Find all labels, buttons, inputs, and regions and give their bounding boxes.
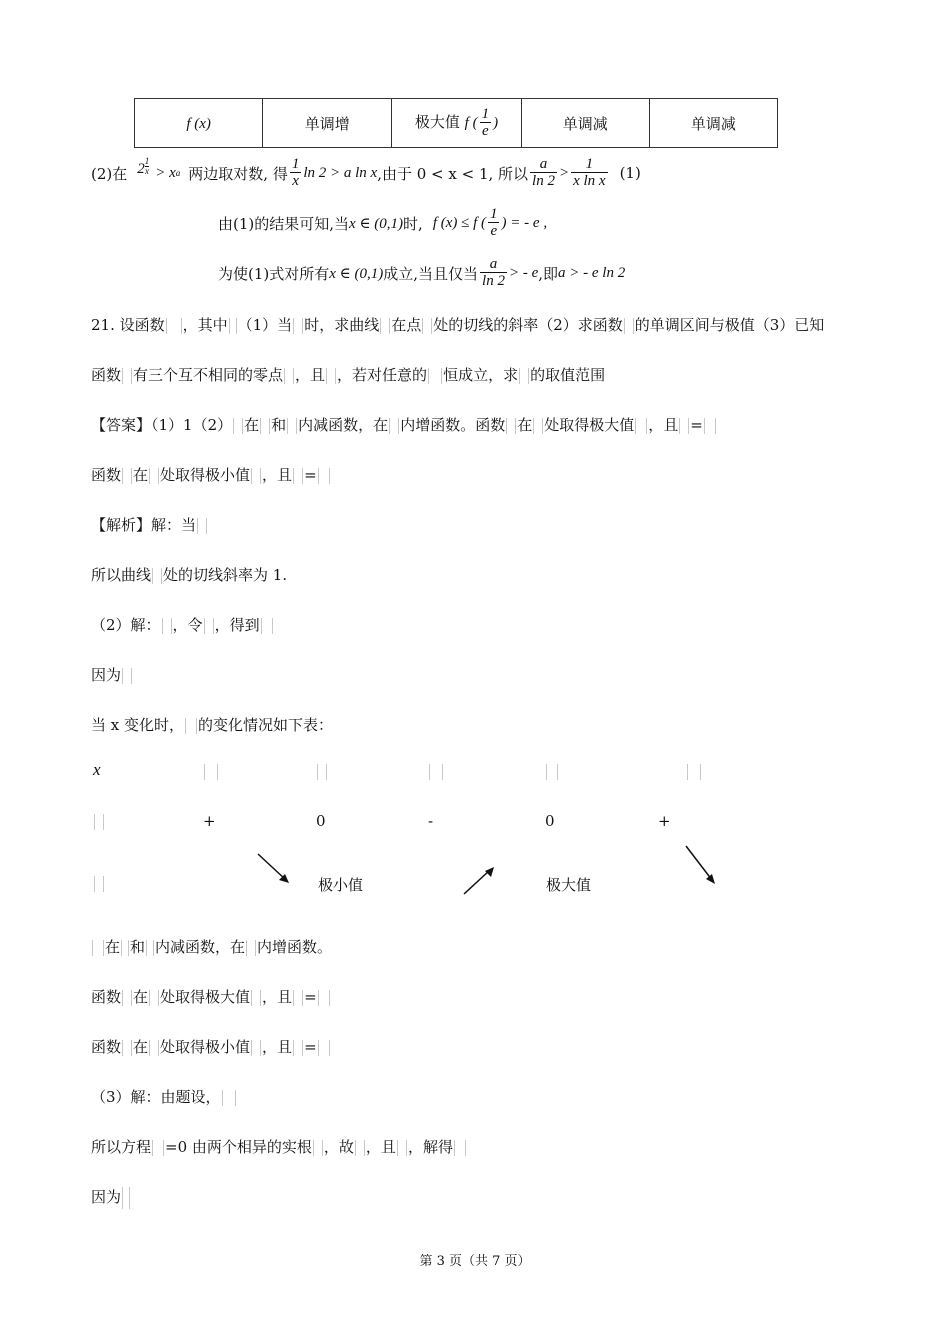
fraction — [290, 157, 302, 189]
math-text: f ( — [464, 115, 478, 131]
text: ,即 — [538, 264, 559, 283]
formula-placeholder — [284, 368, 294, 384]
math-text: f (x) ≤ f ( — [432, 214, 487, 231]
formula-placeholder — [229, 318, 237, 334]
text: 成立,当且仅当 — [383, 264, 479, 283]
text: = — [690, 416, 703, 434]
text: 时，求曲线 — [304, 316, 380, 334]
text: ，且 — [262, 988, 293, 1006]
vtable-sign-5: + — [658, 812, 671, 830]
formula-placeholder — [122, 1187, 130, 1209]
text: = — [304, 988, 317, 1006]
formula-placeholder — [185, 718, 197, 734]
text: 在 — [133, 988, 149, 1006]
fraction — [480, 107, 492, 139]
cell-text: 极大值 — [414, 113, 460, 131]
exponent-a: a — [175, 168, 181, 178]
text: ，且 — [365, 1138, 396, 1156]
denominator: x — [292, 173, 299, 189]
text: 当 x 变化时， — [91, 716, 184, 734]
text: 函数 — [91, 1038, 122, 1056]
text: ，解得 — [407, 1138, 453, 1156]
formula-placeholder — [92, 940, 104, 956]
conclusion-line1 — [91, 936, 332, 957]
formula-placeholder — [204, 764, 218, 780]
formula-placeholder — [122, 368, 132, 384]
text: 处的切线的斜率（2）求函数 — [433, 316, 623, 334]
formula-placeholder — [166, 318, 182, 334]
text: 在 — [517, 416, 533, 434]
part2-line3 — [218, 252, 625, 294]
formula-placeholder — [293, 318, 303, 334]
text: 在 — [244, 416, 260, 434]
math-text: ln 2 > a ln x — [303, 164, 378, 181]
formula-placeholder — [293, 990, 303, 1006]
text: ，且 — [262, 1038, 293, 1056]
text: ，且 — [262, 466, 293, 484]
conclusion-line3 — [91, 1036, 331, 1057]
part3-line1 — [91, 1086, 237, 1107]
math-text: > - e — [508, 264, 539, 281]
part2-line1 — [91, 152, 641, 194]
table-cell-fx — [135, 99, 263, 148]
numerator: 1 — [481, 106, 490, 122]
text: 因为 — [91, 1188, 122, 1206]
denominator: e — [490, 223, 498, 239]
formula-placeholder — [546, 764, 558, 780]
text: 处取得极大值 — [544, 416, 635, 434]
text: 在 — [105, 938, 121, 956]
formula-placeholder — [318, 1040, 330, 1056]
table-cell-increasing — [263, 99, 392, 148]
part3-line2 — [91, 1136, 467, 1157]
formula-placeholder — [152, 568, 162, 584]
text: 【答案】（1）1（2） — [91, 416, 233, 434]
text: 两边取对数, 得 — [188, 164, 288, 183]
text: =0 由两个相异的实根 — [165, 1138, 312, 1156]
formula-placeholder — [204, 618, 214, 634]
text: = — [304, 1038, 317, 1056]
decrease-arrow-icon — [684, 844, 718, 886]
formula-placeholder — [94, 814, 104, 830]
formula-placeholder — [251, 1040, 261, 1056]
math-text: ) = - e , — [501, 214, 548, 231]
q21-line2 — [91, 364, 605, 385]
answer-line2 — [91, 464, 331, 485]
text: 函数 — [91, 366, 122, 384]
text: 内增函数。函数 — [400, 416, 506, 434]
text: = — [304, 466, 317, 484]
q21-line1 — [91, 314, 824, 335]
text: 内增函数。 — [257, 938, 333, 956]
denominator: x — [145, 166, 149, 176]
formula-placeholder — [428, 368, 442, 384]
analysis-line2 — [91, 564, 287, 585]
formula-placeholder — [355, 1140, 365, 1156]
formula-placeholder — [313, 1140, 323, 1156]
numerator: 1 — [291, 156, 300, 172]
text: ，若对任意的 — [337, 366, 428, 384]
answer-line1 — [91, 414, 717, 435]
analysis-line3 — [91, 614, 274, 635]
text: 函数 — [91, 466, 122, 484]
formula-placeholder — [293, 1040, 303, 1056]
text: 处的切线斜率为 1. — [163, 566, 288, 584]
formula-placeholder — [233, 418, 243, 434]
exponent — [145, 157, 150, 176]
text: 处取得极小值 — [160, 466, 251, 484]
base: 2 — [137, 161, 145, 177]
formula-placeholder — [704, 418, 716, 434]
text: 内减函数，在 — [298, 416, 389, 434]
text: ,由于 0 < x < 1, 所以 — [377, 164, 529, 183]
cell-text: 单调增 — [304, 114, 350, 133]
formula-placeholder — [162, 618, 172, 634]
formula-placeholder — [318, 990, 330, 1006]
part2-line2 — [218, 202, 547, 244]
math-text: x ∈ (0,1) — [329, 265, 384, 282]
denominator: x ln x — [573, 173, 606, 189]
text: 21. 设函数 — [91, 316, 165, 334]
formula-placeholder — [122, 668, 132, 684]
text: (2)在 — [91, 164, 128, 183]
monotonicity-table — [134, 98, 778, 148]
text: 在点 — [391, 316, 422, 334]
numerator: 1 — [585, 156, 594, 172]
formula-placeholder — [146, 940, 154, 956]
table-cell-max — [392, 99, 521, 148]
fraction — [530, 157, 557, 189]
denominator: ln 2 — [532, 173, 555, 189]
text: 函数 — [91, 988, 122, 1006]
vtable-sign-2: 0 — [316, 812, 326, 830]
text: （1）当 — [237, 316, 293, 334]
power-expression — [137, 156, 150, 185]
formula-placeholder — [429, 764, 443, 780]
numerator: 1 — [490, 206, 498, 222]
formula-placeholder — [251, 468, 261, 484]
analysis-line5 — [91, 714, 333, 735]
formula-placeholder — [533, 418, 543, 434]
formula-placeholder — [326, 368, 336, 384]
math-text: > x — [155, 164, 176, 181]
text: 恒成立，求 — [443, 366, 519, 384]
text: 为使(1)式对所有 — [218, 264, 330, 283]
page-footer: 第 3 页（共 7 页） — [419, 1254, 531, 1269]
analysis-line4 — [91, 664, 133, 685]
text: 有三个互不相同的零点 — [133, 366, 284, 384]
formula-placeholder — [318, 468, 330, 484]
vtable-min-label: 极小值 — [318, 876, 364, 894]
fraction — [488, 207, 500, 239]
denominator: ln 2 — [482, 273, 505, 289]
part3-line3 — [91, 1186, 131, 1209]
fraction — [480, 257, 507, 289]
decrease-arrow-icon — [256, 852, 292, 886]
text: 的单调区间与极值（3）已知 — [634, 316, 825, 334]
formula-placeholder — [122, 468, 132, 484]
text: ，且 — [295, 366, 326, 384]
formula-placeholder — [122, 1040, 132, 1056]
text: ，且 — [648, 416, 679, 434]
formula-placeholder — [293, 468, 303, 484]
equation-tag: (1) — [619, 164, 641, 182]
fraction — [571, 157, 607, 189]
formula-placeholder — [261, 618, 273, 634]
cell-text: 单调减 — [562, 114, 608, 133]
text: 在 — [133, 1038, 149, 1056]
text: ，其中 — [182, 316, 228, 334]
formula-placeholder — [635, 418, 647, 434]
formula-placeholder — [222, 1090, 236, 1106]
formula-placeholder — [122, 990, 132, 1006]
formula-placeholder — [380, 318, 390, 334]
text: 由(1)的结果可知,当 — [218, 214, 350, 233]
formula-placeholder — [317, 764, 327, 780]
vtable-sign-3: - — [428, 812, 434, 830]
formula-placeholder — [287, 418, 297, 434]
text: 所以方程 — [91, 1138, 152, 1156]
denominator: e — [482, 123, 489, 139]
text: 内减函数，在 — [155, 938, 246, 956]
numerator: 1 — [144, 156, 150, 166]
text: （3）解：由题设， — [91, 1088, 221, 1106]
formula-placeholder — [246, 940, 256, 956]
formula-placeholder — [251, 990, 261, 1006]
math-text: x ∈ (0,1) — [349, 215, 404, 232]
text: 【解析】解：当 — [91, 516, 197, 534]
text: 处取得极大值 — [160, 988, 251, 1006]
formula-placeholder — [687, 764, 701, 780]
vtable-max-label: 极大值 — [546, 876, 592, 894]
analysis-line1 — [91, 514, 208, 535]
cell-text: 单调减 — [690, 114, 736, 133]
vtable-x-label: x — [93, 760, 101, 779]
text: 的变化情况如下表： — [198, 716, 334, 734]
math-text: a > - e ln 2 — [558, 264, 626, 281]
formula-placeholder — [389, 418, 399, 434]
text: 在 — [133, 466, 149, 484]
formula-placeholder — [197, 518, 207, 534]
formula-placeholder — [149, 990, 159, 1006]
formula-placeholder — [506, 418, 516, 434]
formula-placeholder — [422, 318, 432, 334]
formula-placeholder — [397, 1140, 407, 1156]
text: （2）解： — [91, 616, 161, 634]
text: ，得到 — [214, 616, 260, 634]
text: ，故 — [323, 1138, 354, 1156]
text: 处取得极小值 — [160, 1038, 251, 1056]
text: 的取值范围 — [530, 366, 606, 384]
increase-arrow-icon — [462, 866, 496, 896]
formula-placeholder — [149, 468, 159, 484]
vtable-sign-1: + — [203, 812, 216, 830]
formula-placeholder — [454, 1140, 466, 1156]
formula-placeholder — [519, 368, 529, 384]
formula-placeholder — [121, 940, 129, 956]
text: 所以曲线 — [91, 566, 152, 584]
numerator: a — [539, 156, 548, 172]
conclusion-line2 — [91, 986, 331, 1007]
math-text: ) — [493, 115, 499, 131]
text: 时, — [403, 214, 423, 233]
formula-placeholder — [679, 418, 689, 434]
formula-placeholder — [152, 1140, 164, 1156]
vtable-sign-4: 0 — [545, 812, 555, 830]
text: ，令 — [172, 616, 203, 634]
text: 和 — [271, 416, 287, 434]
numerator: a — [489, 256, 498, 272]
math-text: > — [558, 164, 570, 181]
text: 因为 — [91, 666, 122, 684]
text: 和 — [130, 938, 146, 956]
formula-placeholder — [94, 876, 104, 892]
formula-placeholder — [149, 1040, 159, 1056]
formula-placeholder — [260, 418, 270, 434]
formula-placeholder — [624, 318, 634, 334]
cell-text: f (x) — [186, 115, 211, 132]
table-cell-decreasing-1 — [521, 99, 649, 148]
table-cell-decreasing-2 — [649, 99, 777, 148]
